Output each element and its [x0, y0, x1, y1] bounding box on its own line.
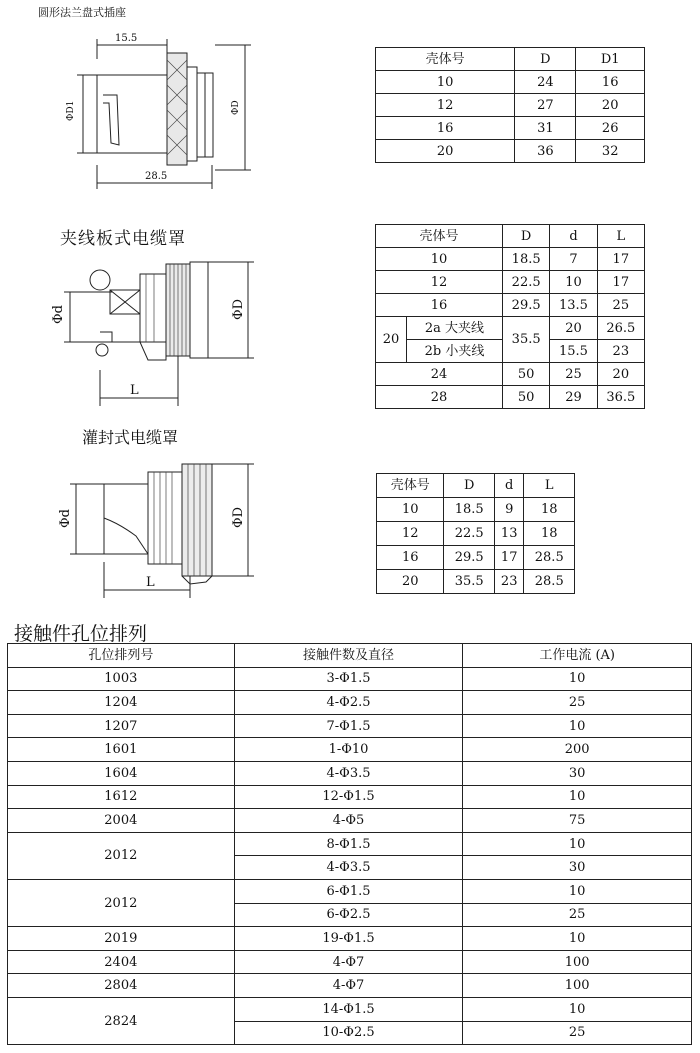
table-row — [8, 997, 692, 1021]
table-row — [376, 271, 645, 294]
clamp-table-header: d — [550, 225, 597, 248]
table-cell: 20 — [550, 317, 597, 340]
table-cell: 17 — [597, 271, 644, 294]
clamp-table-header: 壳体号 — [376, 225, 503, 248]
table-cell: 30 — [463, 761, 692, 785]
table-cell: 16 — [377, 546, 444, 570]
table-cell: 29.5 — [444, 546, 494, 570]
clamp-table-header: L — [597, 225, 644, 248]
table-cell: 20 — [377, 570, 444, 594]
table-cell: 12 — [377, 522, 444, 546]
table-cell: 25 — [597, 294, 644, 317]
table-row — [377, 522, 575, 546]
clamp-cover-drawing — [50, 250, 265, 410]
table-cell: 27 — [515, 94, 576, 117]
table-cell: 22.5 — [444, 522, 494, 546]
table-cell: 29.5 — [502, 294, 549, 317]
table-cell: 10 — [463, 832, 692, 856]
table-cell: 10 — [463, 879, 692, 903]
table-row — [8, 879, 692, 903]
contacts-table-header: 孔位排列号 — [8, 644, 235, 668]
table-cell: 23 — [494, 570, 524, 594]
flange-top-dim: 15.5 — [115, 33, 138, 44]
table-cell: 8-Φ1.5 — [234, 832, 463, 856]
table-cell: 2012 — [8, 832, 235, 879]
table-cell: 4-Φ7 — [234, 950, 463, 974]
table-row — [8, 761, 692, 785]
table-cell: 100 — [463, 974, 692, 998]
flange-bottom-dim: 28.5 — [145, 171, 168, 182]
table-cell: 10 — [463, 714, 692, 738]
clamp-left-dim: Φd — [51, 305, 66, 324]
potted-right-dim: ΦD — [231, 506, 246, 528]
clamp-bottom-dim: L — [130, 383, 139, 398]
table-cell: 13 — [494, 522, 524, 546]
table-cell: 17 — [597, 248, 644, 271]
table-cell: 3-Φ1.5 — [234, 667, 463, 691]
table-cell: 18.5 — [502, 248, 549, 271]
table-cell: 25 — [463, 691, 692, 715]
table-cell: 4-Φ3.5 — [234, 856, 463, 880]
table-cell: 4-Φ7 — [234, 974, 463, 998]
table-cell: 1204 — [8, 691, 235, 715]
table-row — [376, 140, 645, 163]
clamp-table-header: D — [502, 225, 549, 248]
table-cell: 20 — [576, 94, 645, 117]
table-cell: 18 — [524, 522, 575, 546]
table-cell: 7 — [550, 248, 597, 271]
table-row — [8, 667, 692, 691]
table-cell: 10 — [550, 271, 597, 294]
table-cell: 16 — [376, 294, 503, 317]
potted-table-header: L — [524, 474, 575, 498]
table-cell: 22.5 — [502, 271, 549, 294]
table-row — [376, 386, 645, 409]
table-cell: 18 — [524, 498, 575, 522]
table-cell: 12 — [376, 271, 503, 294]
table-cell: 2b 小夹线 — [407, 340, 503, 363]
table-row — [8, 974, 692, 998]
table-cell: 50 — [502, 363, 549, 386]
table-cell: 32 — [576, 140, 645, 163]
table-row — [8, 950, 692, 974]
table-cell: 20 — [376, 140, 515, 163]
table-cell: 24 — [515, 71, 576, 94]
table-cell: 100 — [463, 950, 692, 974]
table-row — [8, 714, 692, 738]
table-cell: 1207 — [8, 714, 235, 738]
table-cell: 6-Φ2.5 — [234, 903, 463, 927]
table-row — [376, 248, 645, 271]
flange-section-title: 圆形法兰盘式插座 — [38, 6, 126, 19]
table-cell: 26.5 — [597, 317, 644, 340]
table-cell: 23 — [597, 340, 644, 363]
table-cell: 15.5 — [550, 340, 597, 363]
table-row — [376, 117, 645, 140]
table-row — [377, 546, 575, 570]
table-row — [376, 363, 645, 386]
potted-left-dim: Φd — [58, 509, 73, 528]
table-cell: 6-Φ1.5 — [234, 879, 463, 903]
potted-table-header: d — [494, 474, 524, 498]
table-cell: 2019 — [8, 927, 235, 951]
table-row — [8, 785, 692, 809]
table-cell: 12 — [376, 94, 515, 117]
contacts-table-header: 接触件数及直径 — [234, 644, 463, 668]
table-cell: 12-Φ1.5 — [234, 785, 463, 809]
table-row — [377, 570, 575, 594]
potted-cover-drawing — [60, 458, 265, 608]
table-cell: 1612 — [8, 785, 235, 809]
table-cell: 28.5 — [524, 570, 575, 594]
table-cell: 36.5 — [597, 386, 644, 409]
table-cell: 2004 — [8, 809, 235, 833]
table-cell: 35.5 — [444, 570, 494, 594]
potted-table-header: 壳体号 — [377, 474, 444, 498]
table-cell: 10 — [463, 785, 692, 809]
table-cell: 13.5 — [550, 294, 597, 317]
table-cell: 1-Φ10 — [234, 738, 463, 762]
table-cell: 10 — [463, 997, 692, 1021]
table-cell: 28 — [376, 386, 503, 409]
table-cell: 1003 — [8, 667, 235, 691]
table-cell: 25 — [463, 903, 692, 927]
clamp-section-title: 夹线板式电缆罩 — [60, 229, 186, 249]
table-cell: 16 — [376, 117, 515, 140]
table-cell: 4-Φ2.5 — [234, 691, 463, 715]
flange-table-header: D — [515, 48, 576, 71]
flange-socket-drawing — [55, 25, 265, 195]
table-row — [376, 94, 645, 117]
potted-section-title: 灌封式电缆罩 — [82, 428, 179, 447]
flange-table-header: 壳体号 — [376, 48, 515, 71]
table-row — [376, 294, 645, 317]
table-cell: 18.5 — [444, 498, 494, 522]
table-row — [376, 71, 645, 94]
table-cell: 20 — [376, 317, 407, 363]
potted-bottom-dim: L — [146, 575, 155, 590]
flange-left-dim: ΦD1 — [66, 100, 76, 121]
flange-right-dim: ΦD — [231, 100, 241, 115]
table-cell: 25 — [463, 1021, 692, 1045]
table-row — [377, 498, 575, 522]
table-cell: 4-Φ3.5 — [234, 761, 463, 785]
table-cell: 2824 — [8, 997, 235, 1044]
table-cell: 2404 — [8, 950, 235, 974]
table-cell: 14-Φ1.5 — [234, 997, 463, 1021]
table-row — [376, 317, 645, 340]
clamp-right-dim: ΦD — [231, 298, 246, 320]
table-cell: 19-Φ1.5 — [234, 927, 463, 951]
table-cell: 20 — [597, 363, 644, 386]
table-row — [8, 691, 692, 715]
table-cell: 36 — [515, 140, 576, 163]
table-cell: 50 — [502, 386, 549, 409]
potted-table-header: D — [444, 474, 494, 498]
table-cell: 29 — [550, 386, 597, 409]
table-cell: 10 — [463, 667, 692, 691]
table-cell: 28.5 — [524, 546, 575, 570]
table-cell: 25 — [550, 363, 597, 386]
table-cell: 10-Φ2.5 — [234, 1021, 463, 1045]
table-cell: 16 — [576, 71, 645, 94]
table-cell: 1604 — [8, 761, 235, 785]
table-row — [8, 927, 692, 951]
potted-table — [376, 473, 575, 594]
contacts-table — [7, 643, 692, 1045]
contacts-table-header: 工作电流 (A) — [463, 644, 692, 668]
table-cell: 24 — [376, 363, 503, 386]
table-cell: 26 — [576, 117, 645, 140]
flange-table-header: D1 — [576, 48, 645, 71]
table-cell: 30 — [463, 856, 692, 880]
table-row — [8, 832, 692, 856]
table-cell: 2804 — [8, 974, 235, 998]
table-cell: 4-Φ5 — [234, 809, 463, 833]
flange-table — [375, 47, 645, 163]
table-cell: 75 — [463, 809, 692, 833]
contacts-section-title: 接触件孔位排列 — [14, 623, 148, 645]
table-cell: 9 — [494, 498, 524, 522]
table-cell: 10 — [377, 498, 444, 522]
table-cell: 7-Φ1.5 — [234, 714, 463, 738]
clamp-table — [375, 224, 645, 409]
table-row — [8, 738, 692, 762]
table-row — [8, 809, 692, 833]
table-cell: 10 — [463, 927, 692, 951]
table-cell: 17 — [494, 546, 524, 570]
table-cell: 10 — [376, 71, 515, 94]
table-cell: 200 — [463, 738, 692, 762]
table-cell: 31 — [515, 117, 576, 140]
table-cell: 1601 — [8, 738, 235, 762]
table-cell: 2012 — [8, 879, 235, 926]
table-cell: 10 — [376, 248, 503, 271]
table-cell: 2a 大夹线 — [407, 317, 503, 340]
table-cell: 35.5 — [502, 317, 549, 363]
